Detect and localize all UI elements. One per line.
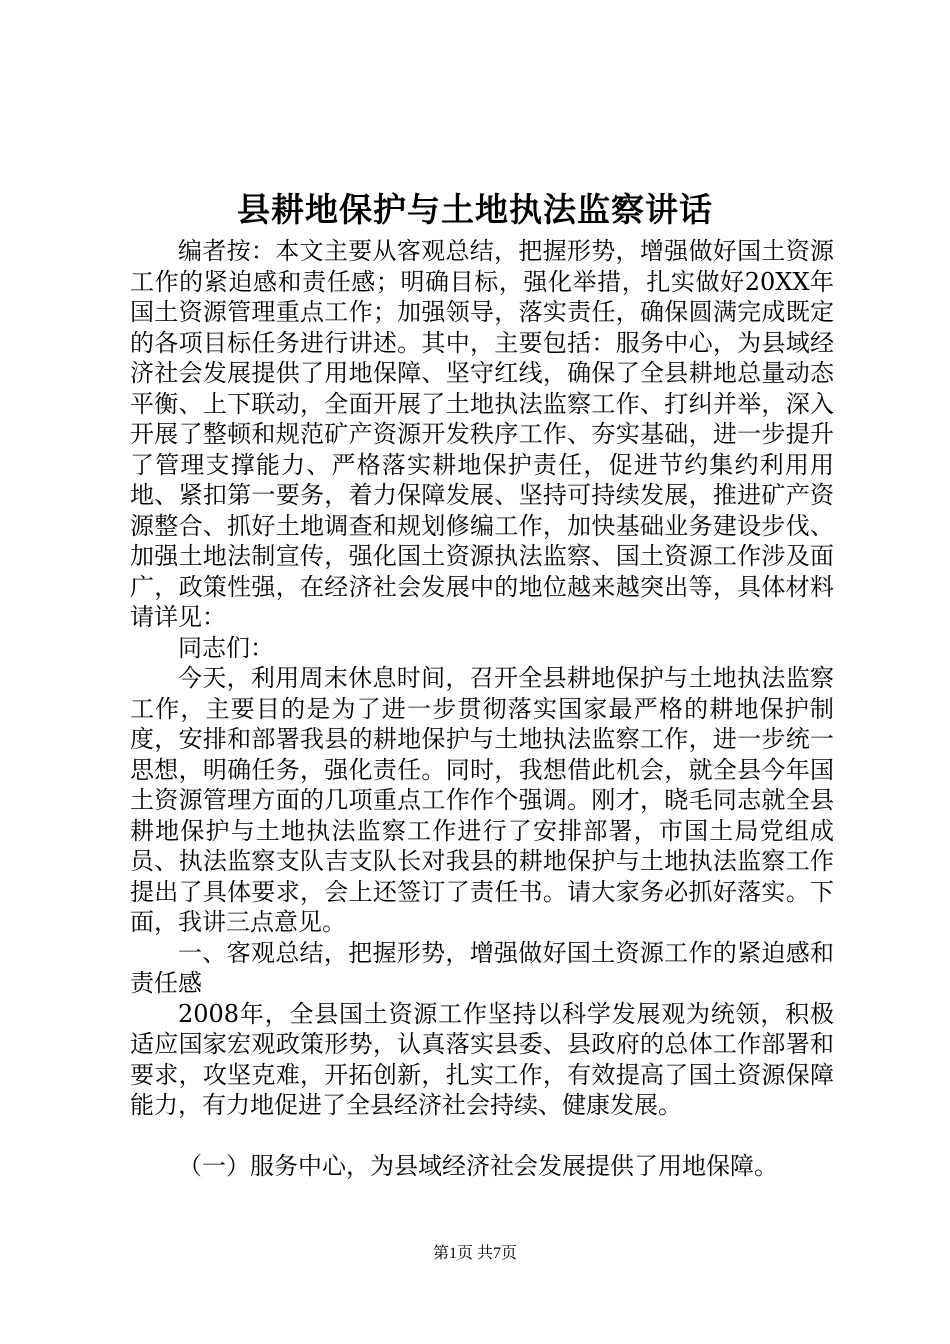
summary-paragraph: 2008年，全县国土资源工作坚持以科学发展观为统领，积极适应国家宏观政策形势，认真落实县委、县政府的总体工作部署和要求，攻坚克难，开拓创新，扎实工作，有效提高了国土资源保障能力，有力地促进了全县经济社会持续、健康发展。	[130, 999, 834, 1119]
section-heading-1: 一、客观总结，把握形势，增强做好国土资源工作的紧迫感和责任感	[130, 938, 834, 997]
salutation-paragraph: 同志们：	[178, 633, 274, 662]
document-body	[130, 236, 834, 1181]
subsection-heading-1: （一）服务中心，为县域经济社会发展提供了用地保障。	[178, 1151, 778, 1180]
page-footer: 第1页 共7页	[432, 1245, 517, 1262]
document-title: 县耕地保护与土地执法监察讲话	[237, 190, 713, 229]
opening-paragraph: 今天，利用周末休息时间，召开全县耕地保护与土地执法监察工作，主要目的是为了进一步贯彻落实国家最严格的耕地保护制度，安排和部署我县的耕地保护与土地执法监察工作，进一步统一思想，明确任务，强化责任。同时，我想借此机会，就全县今年国土资源管理方面的几项重点工作作个强调。刚才，晓毛同志就全县耕地保护与土地执法监察工作进行了安排部署，市国土局党组成员、执法监察支队吉支队长对我县的耕地保护与土地执法监察工作提出了具体要求，会上还签订了责任书。请大家务必抓好落实。下面，我讲三点意见。	[130, 664, 834, 936]
editor-note-paragraph: 编者按：本文主要从客观总结，把握形势，增强做好国土资源工作的紧迫感和责任感；明确目标，强化举措，扎实做好20XX年国土资源管理重点工作；加强领导，落实责任，确保圆满完成既定的各项目标任务进行讲述。其中，主要包括：服务中心，为县域经济社会发展提供了用地保障、坚守红线，确保了全县耕地总量动态平衡、上下联动，全面开展了土地执法监察工作、打纠并举，深入开展了整顿和规范矿产资源开发秩序工作、夯实基础，进一步提升了管理支撑能力、严格落实耕地保护责任，促进节约集约利用用地、紧扣第一要务，着力保障发展、坚持可持续发展，推进矿产资源整合、抓好土地调查和规划修编工作，加快基础业务建设步伐、加强土地法制宣传，强化国土资源执法监察、国土资源工作涉及面广，政策性强，在经济社会发展中的地位越来越突出等，具体材料请详见：	[130, 237, 834, 631]
